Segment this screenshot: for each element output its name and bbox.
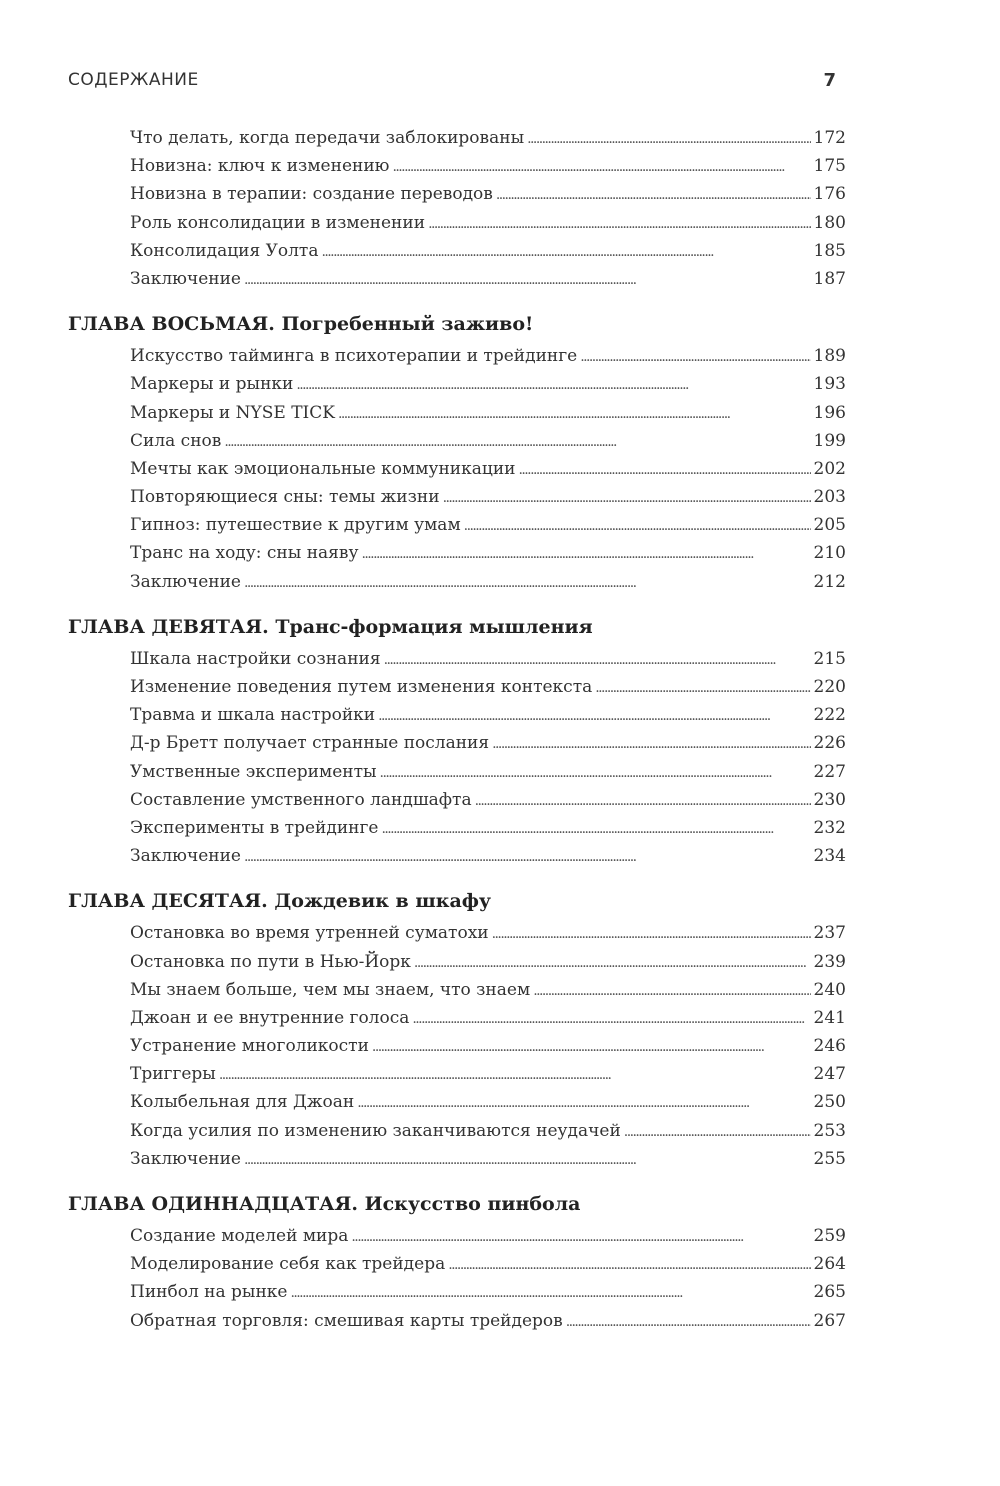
toc-entry-page: 247 (813, 1064, 846, 1085)
toc-entry-page: 172 (813, 128, 846, 148)
toc-entry-page: 234 (813, 846, 846, 867)
toc-entry-title: Остановка во время утренней суматохи (130, 923, 489, 944)
dot-leader (492, 729, 810, 758)
dot-leader (533, 976, 810, 1005)
chapter-heading: ГЛАВА ВОСЬМАЯ. Погребенный заживо! (68, 313, 534, 336)
toc-entry-title: Эксперименты в трейдинге (130, 817, 379, 838)
toc-entry-page: 203 (813, 487, 846, 508)
toc-entry-title: Моделирование себя как трейдера (130, 1254, 446, 1275)
dot-leader (290, 1278, 810, 1307)
dot-leader (428, 209, 810, 238)
dot-leader (224, 427, 810, 456)
toc-entry[interactable] (130, 427, 846, 455)
toc-entry-page: 205 (813, 515, 846, 536)
toc-entry-title: Составление умственного ландшафта (130, 789, 472, 810)
chapter-heading: ГЛАВА ОДИННАДЦАТАЯ. Искусство пинбола (68, 1193, 581, 1215)
toc-entry-page: 202 (813, 458, 846, 479)
toc-entry-page: 175 (813, 156, 846, 177)
toc-entry-title: Создание моделей мира (130, 1226, 349, 1246)
toc-entry-title: Умственные эксперименты (130, 761, 377, 782)
toc-entry-page: 232 (813, 817, 846, 838)
page-number: 7 (823, 70, 836, 91)
toc-entry[interactable] (130, 265, 846, 293)
toc-entry[interactable] (130, 455, 846, 483)
toc-entry[interactable] (130, 1117, 846, 1145)
dot-leader (244, 842, 811, 871)
dot-leader (448, 1250, 810, 1279)
toc-entry-title: Маркеры и рынки (130, 374, 294, 395)
toc-entry[interactable] (130, 1250, 846, 1278)
dot-leader (219, 1060, 811, 1089)
toc-entry-page: 241 (813, 1007, 846, 1028)
toc-entry-page: 226 (813, 733, 846, 754)
toc-entry-page: 210 (813, 543, 846, 564)
dot-leader (372, 1032, 811, 1061)
dot-leader (580, 342, 810, 371)
toc-entry-page: 264 (813, 1254, 846, 1275)
toc-entry-title: Когда усилия по изменению заканчиваются неудачей (130, 1120, 621, 1141)
dot-leader (296, 370, 810, 399)
toc-entry[interactable] (130, 701, 846, 729)
toc-entry[interactable] (130, 1307, 846, 1335)
toc-entry[interactable] (130, 1278, 846, 1306)
toc-entry[interactable] (130, 645, 846, 673)
toc-entry[interactable] (130, 814, 846, 842)
toc-entry[interactable] (130, 673, 846, 701)
toc-entry-page: 265 (813, 1282, 846, 1303)
toc-entry-title: Заключение (130, 571, 241, 592)
dot-leader (351, 1222, 810, 1251)
dot-leader (475, 786, 811, 815)
dot-leader (595, 673, 810, 702)
toc-entry[interactable] (130, 237, 846, 265)
toc-entry-page: 215 (813, 648, 846, 669)
toc-entry-title: Консолидация Уолта (130, 240, 319, 261)
dot-leader (321, 237, 810, 266)
toc-entry-page: 240 (813, 979, 846, 1000)
toc-entry[interactable] (130, 1032, 846, 1060)
toc-entry-title: Маркеры и NYSE TICK (130, 402, 335, 423)
toc-entry[interactable] (130, 370, 846, 398)
toc-entry-title: Заключение (130, 268, 241, 289)
toc-entry-page: 176 (813, 184, 846, 205)
toc-entry-page: 246 (813, 1036, 846, 1057)
toc-entry-page: 187 (813, 268, 846, 289)
toc-entry-page: 180 (813, 212, 846, 233)
toc-entry[interactable] (130, 976, 846, 1004)
toc-entry-title: Д-р Бретт получает странные послания (130, 733, 490, 754)
toc-entry[interactable] (130, 399, 846, 427)
toc-entry-title: Джоан и ее внутренние голоса (130, 1007, 410, 1028)
toc-entry-page: 267 (813, 1310, 846, 1331)
toc-chapter (68, 1186, 846, 1335)
toc-entry-page: 259 (813, 1226, 846, 1246)
toc-entry-title: Роль консолидации в изменении (130, 212, 426, 233)
toc-entry-title: Сила снов (130, 430, 222, 451)
toc-entry-title: Транс на ходу: сны наяву (130, 543, 359, 564)
toc-entry-page: 196 (813, 402, 846, 423)
chapter-heading: ГЛАВА ДЕВЯТАЯ. Транс-формация мышления (68, 615, 593, 638)
toc-entry[interactable] (130, 1222, 846, 1250)
toc-entry-page: 185 (813, 240, 846, 261)
table-of-contents (68, 124, 846, 1335)
toc-entry-title: Новизна: ключ к изменению (130, 156, 390, 177)
toc-entry[interactable] (130, 511, 846, 539)
toc-entry-title: Заключение (130, 846, 241, 867)
toc-entry-page: 212 (813, 571, 846, 592)
dot-leader (338, 399, 811, 428)
toc-entry-page: 253 (813, 1120, 846, 1141)
dot-leader (518, 455, 810, 484)
dot-leader (381, 814, 810, 843)
toc-entry-title: Колыбельная для Джоан (130, 1092, 355, 1113)
toc-entry-title: Заключение (130, 1148, 241, 1169)
toc-entry[interactable] (130, 483, 846, 511)
toc-entry-title: Травма и шкала настройки (130, 705, 376, 726)
toc-entry-page: 239 (813, 951, 846, 972)
toc-entry-page: 237 (813, 923, 846, 944)
running-head (68, 70, 836, 94)
toc-entry-title: Пинбол на рынке (130, 1282, 288, 1303)
toc-entry-title: Искусство тайминга в психотерапии и трейдинге (130, 346, 578, 367)
toc-entry-title: Триггеры (130, 1064, 216, 1085)
toc-entry-title: Гипноз: путешествие к другим умам (130, 515, 461, 536)
toc-entry[interactable] (130, 180, 846, 208)
toc-entry-page: 230 (813, 789, 846, 810)
dot-leader (384, 645, 811, 674)
dot-leader (244, 1145, 811, 1174)
toc-entry[interactable] (130, 919, 846, 947)
toc-entry[interactable] (130, 539, 846, 567)
dot-leader (412, 1004, 810, 1033)
toc-entry[interactable] (130, 1060, 846, 1088)
dot-leader (492, 919, 811, 948)
toc-entry-page: 193 (813, 374, 846, 395)
dot-leader (414, 948, 811, 977)
toc-entry[interactable] (130, 1088, 846, 1116)
toc-entry-page: 189 (813, 346, 846, 367)
dot-leader (443, 483, 811, 512)
toc-chapter (68, 124, 846, 293)
toc-entry[interactable] (130, 729, 846, 757)
toc-entry-title: Обратная торговля: смешивая карты трейдеров (130, 1310, 563, 1331)
toc-entry-page: 220 (813, 677, 846, 697)
toc-entry[interactable] (130, 152, 846, 180)
dot-leader (392, 152, 810, 181)
toc-chapter (68, 883, 846, 1173)
toc-entry[interactable] (130, 209, 846, 237)
toc-entry-title: Остановка по пути в Нью-Йорк (130, 951, 411, 972)
dot-leader (380, 758, 811, 787)
chapter-heading: ГЛАВА ДЕСЯТАЯ. Дождевик в шкафу (68, 890, 492, 913)
dot-leader (378, 701, 810, 730)
dot-leader (357, 1088, 810, 1117)
toc-chapter (68, 306, 846, 596)
toc-entry-title: Новизна в терапии: создание переводов (130, 184, 493, 205)
dot-leader (244, 568, 811, 597)
toc-entry[interactable] (130, 1145, 846, 1173)
toc-entry-page: 222 (813, 705, 846, 726)
dot-leader (244, 265, 811, 294)
toc-entry-title: Мечты как эмоциональные коммуникации (130, 458, 516, 479)
dot-leader (361, 539, 810, 568)
dot-leader (527, 124, 810, 153)
toc-entry[interactable] (130, 842, 846, 870)
toc-entry[interactable] (130, 1004, 846, 1032)
toc-entry-title: Мы знаем больше, чем мы знаем, что знаем (130, 979, 531, 1000)
toc-entry-title: Устранение многоликости (130, 1036, 369, 1057)
toc-entry-page: 199 (813, 430, 846, 451)
toc-entry-title: Шкала настройки сознания (130, 648, 381, 669)
running-head-title: СОДЕРЖАНИЕ (68, 70, 199, 90)
dot-leader (496, 180, 811, 209)
toc-entry[interactable] (130, 342, 846, 370)
toc-entry[interactable] (130, 568, 846, 596)
toc-entry-page: 255 (813, 1148, 846, 1169)
dot-leader (624, 1117, 811, 1146)
toc-entry[interactable] (130, 758, 846, 786)
toc-entry[interactable] (130, 948, 846, 976)
toc-entry-page: 250 (813, 1092, 846, 1113)
toc-entry-title: Что делать, когда передачи заблокированы (130, 128, 525, 148)
dot-leader (464, 511, 811, 540)
toc-entry-title: Изменение поведения путем изменения контекста (130, 677, 593, 697)
dot-leader (566, 1307, 811, 1336)
toc-entry-title: Повторяющиеся сны: темы жизни (130, 487, 440, 508)
toc-entry[interactable] (130, 786, 846, 814)
toc-chapter (68, 609, 846, 871)
toc-entry-page: 227 (813, 761, 846, 782)
toc-entry[interactable] (130, 124, 846, 152)
